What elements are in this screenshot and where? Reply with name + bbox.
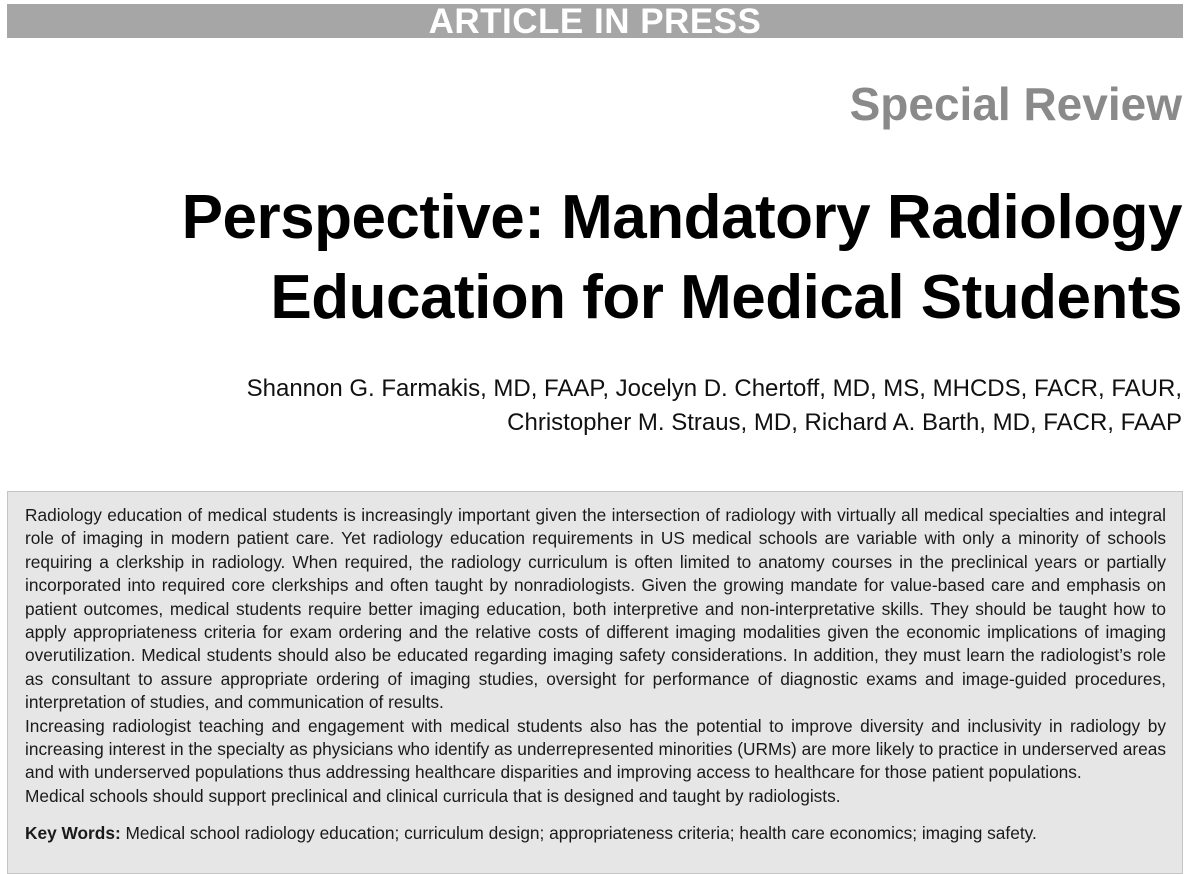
author-line-2: Christopher M. Straus, MD, Richard A. Barth, MD, FACR, FAAP [507,409,1182,436]
abstract-paragraph-2: Increasing radiologist teaching and engagement with medical students also has the potential to improve diversity and inclusivity in radiology by increasing interest in the specialty as physicians who identify as underrepresented minorities (URMs) are more likely to practice in underserved areas and with underserved populations thus addressing healthcare disparities and improving access to healthcare for those patient populations. [25,715,1166,783]
keywords-label: Key Words: [25,823,121,844]
section-label: Special Review [849,78,1182,130]
article-in-press-banner: ARTICLE IN PRESS [7,4,1183,38]
abstract-paragraph-3: Medical schools should support preclinical and clinical curricula that is designed and taught by radiologists. [25,785,841,806]
author-line-1: Shannon G. Farmakis, MD, FAAP, Jocelyn D. Chertoff, MD, MS, MHCDS, FACR, FAUR, [246,375,1182,402]
keywords [25,822,1166,845]
keywords-text: Medical school radiology education; curriculum design; appropriateness criteria; health care economics; imaging safety. [125,823,1037,844]
abstract-box [7,491,1183,874]
author-list [42,372,1182,440]
article-title-line-1: Perspective: Mandatory Radiology [181,183,1182,252]
abstract-paragraph-1: Radiology education of medical students is increasingly important given the intersection of radiology with virtually all medical specialties and integral role of imaging in modern patient care. Yet radiology education requirements in US medical schools are variable with only a minority of schools requiring a clerkship in radiology. When required, the radiology curriculum is often limited to anatomy courses in the preclinical years or partially incorporated into required core clerkships and often taught by nonradiologists. Given the growing mandate for value-based care and emphasis on patient outcomes, medical students require better imaging education, both interpretive and non-interpretative skills. They should be taught how to apply appropriateness criteria for exam ordering and the relative costs of different imaging modalities given the economic implications of imaging overutilization. Medical students should also be educated regarding imaging safety considerations. In addition, they must learn the radiologist’s role as consultant to assure appropriate ordering of imaging studies, oversight for performance of diagnostic exams and image-guided procedures, interpretation of studies, and communication of results. [25,505,1166,713]
article-title-line-2: Education for Medical Students [270,263,1182,332]
article-title [42,178,1182,338]
